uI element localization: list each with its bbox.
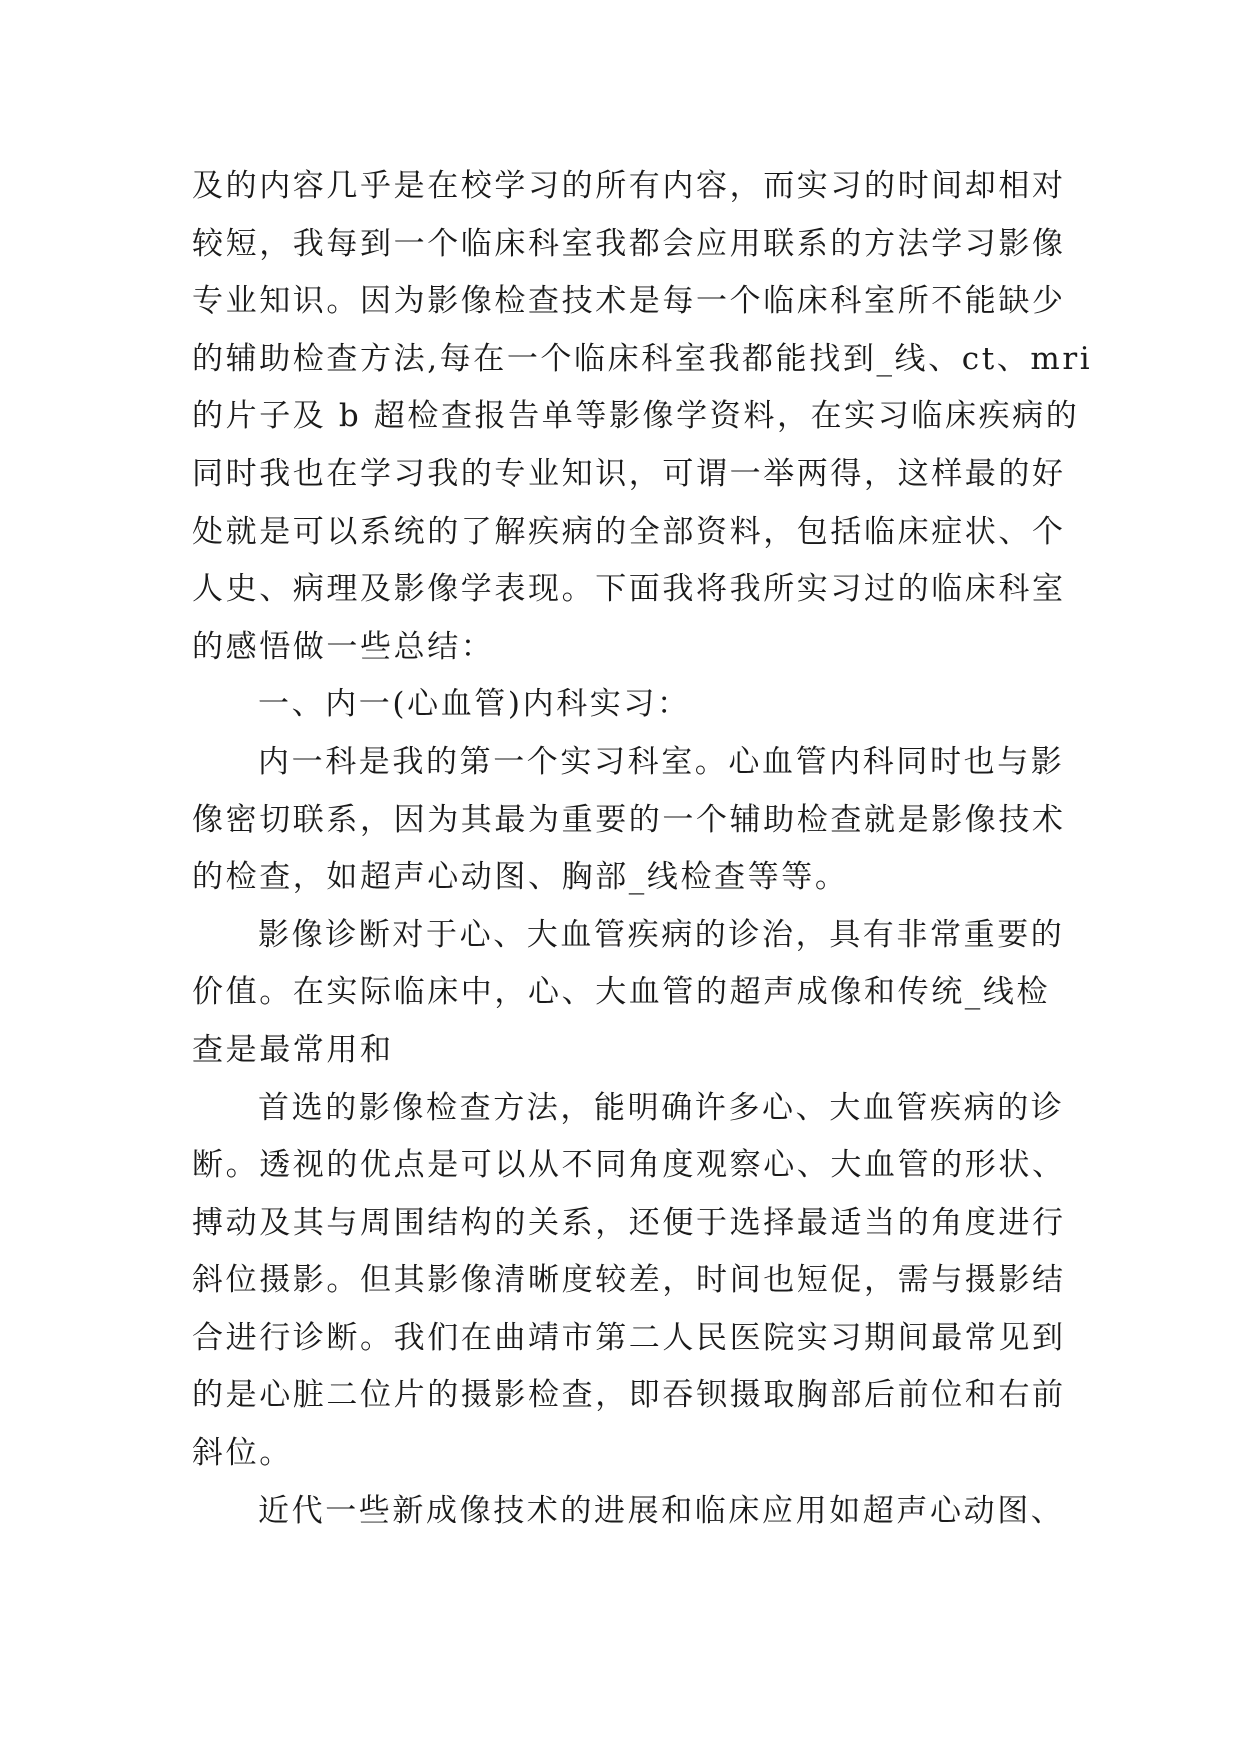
- text-line: 斜位摄影。但其影像清晰度较差，时间也短促，需与摄影结: [192, 1262, 1066, 1299]
- text-line: 专业知识。因为影像检查技术是每一个临床科室所不能缺少: [192, 283, 1066, 320]
- text-line: 斜位。: [192, 1435, 293, 1472]
- text-line: 及的内容几乎是在校学习的所有内容，而实习的时间却相对: [192, 168, 1066, 204]
- text-line: 的是心脏二位片的摄影检查，即吞钡摄取胸部后前位和右前: [192, 1377, 1066, 1414]
- paragraph-start: 首选的影像检查方法，能明确许多心、大血管疾病的诊: [258, 1089, 1065, 1126]
- text-line: 搏动及其与周围结构的关系，还便于选择最适当的角度进行: [192, 1204, 1066, 1241]
- document-body: [192, 158, 1093, 1540]
- text-line: 同时我也在学习我的专业知识，可谓一举两得，这样最的好: [192, 455, 1066, 492]
- text-line: 较短，我每到一个临床科室我都会应用联系的方法学习影像: [192, 225, 1066, 262]
- text-line: 的片子及 b 超检查报告单等影像学资料，在实习临床疾病的: [192, 398, 1080, 435]
- paragraph-start: 影像诊断对于心、大血管疾病的诊治，具有非常重要的: [258, 916, 1065, 953]
- text-line: 合进行诊断。我们在曲靖市第二人民医院实习期间最常见到: [192, 1319, 1066, 1356]
- text-line: 断。透视的优点是可以从不同角度观察心、大血管的形状、: [192, 1147, 1066, 1184]
- text-line: 的辅助检查方法,每在一个临床科室我都能找到_线、ct、mri: [192, 340, 1093, 377]
- text-line: 的感悟做一些总结：: [192, 628, 495, 665]
- paragraph-start: 内一科是我的第一个实习科室。心血管内科同时也与影: [258, 743, 1065, 780]
- text-line: 价值。在实际临床中，心、大血管的超声成像和传统_线检: [192, 974, 1051, 1011]
- text-line: 查是最常用和: [192, 1031, 394, 1068]
- text-line: 人史、病理及影像学表现。下面我将我所实习过的临床科室: [192, 571, 1066, 608]
- section-heading: 一、内一(心血管)内科实习：: [258, 686, 691, 723]
- text-line: 的检查，如超声心动图、胸部_线检查等等。: [192, 859, 849, 896]
- text-line: 处就是可以系统的了解疾病的全部资料，包括临床症状、个: [192, 513, 1066, 550]
- text-line: 像密切联系，因为其最为重要的一个辅助检查就是影像技术: [192, 801, 1066, 838]
- paragraph-start: 近代一些新成像技术的进展和临床应用如超声心动图、: [258, 1492, 1065, 1529]
